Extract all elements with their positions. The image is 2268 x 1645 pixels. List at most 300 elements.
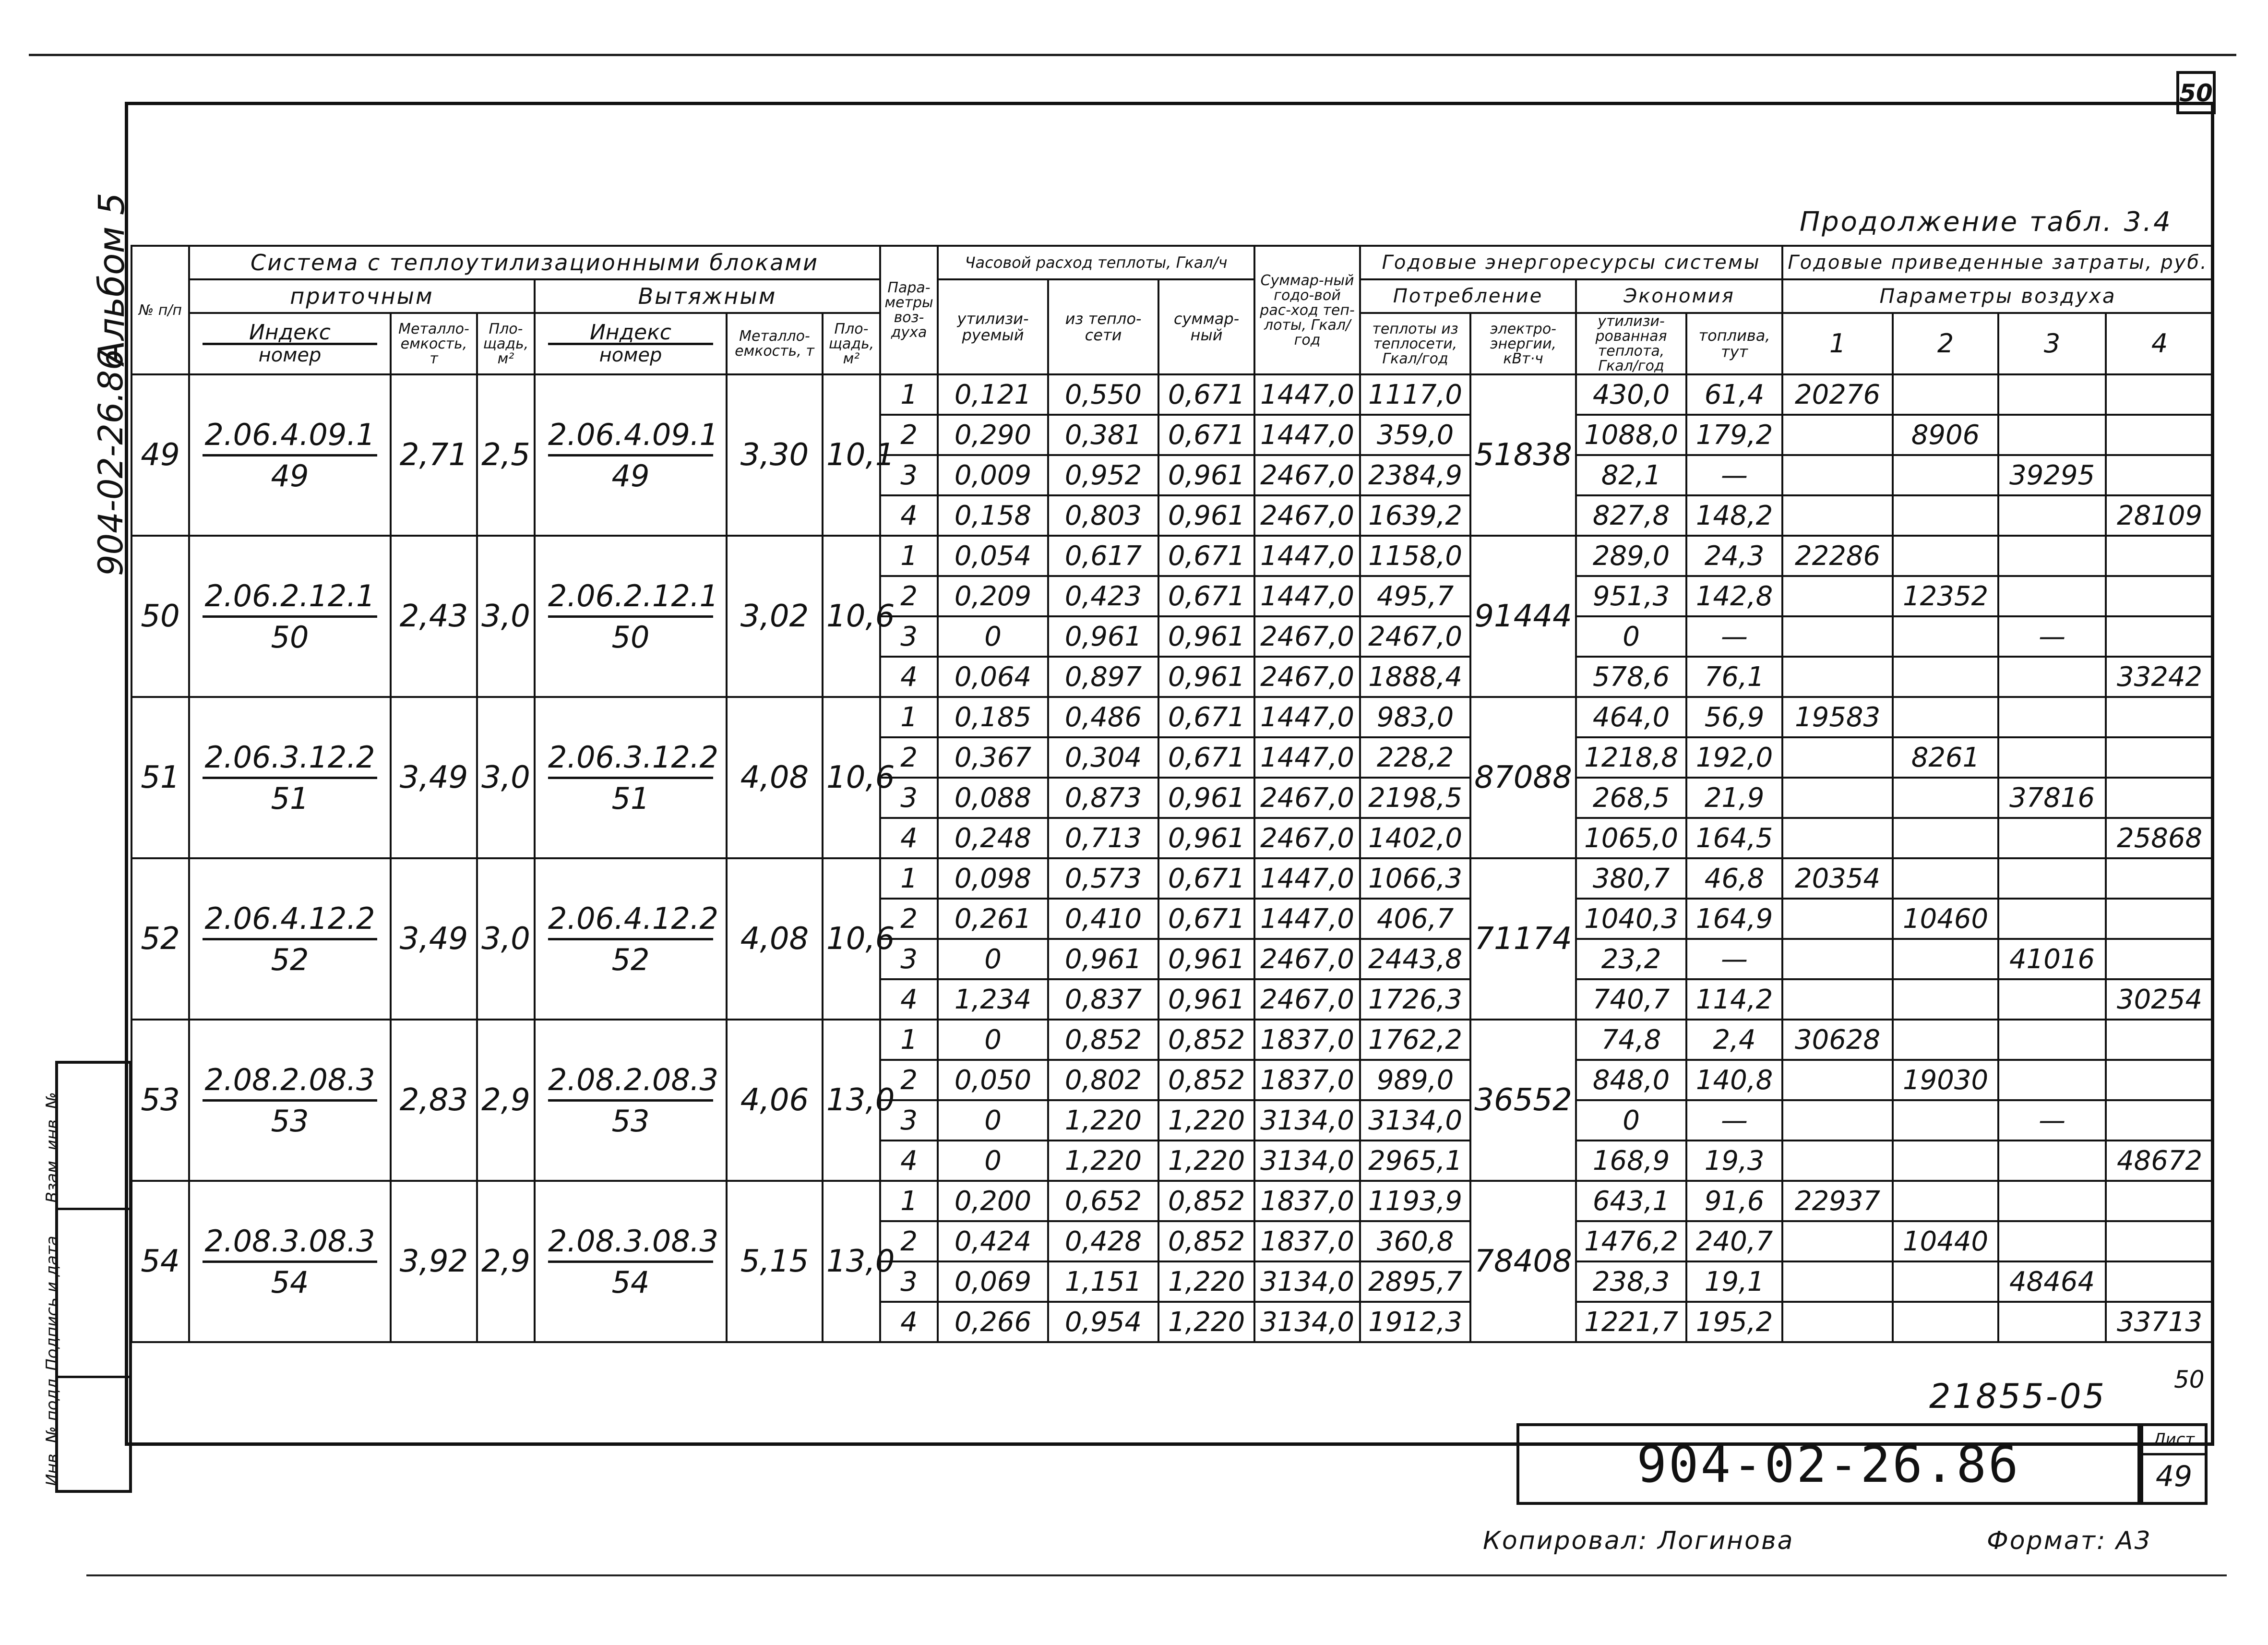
annual-total: 2467,0 xyxy=(1254,455,1360,495)
hourly-utilized: 1,234 xyxy=(938,979,1048,1020)
cost-3 xyxy=(1998,1302,2106,1342)
cost-2 xyxy=(1893,939,1998,979)
hourly-total: 0,961 xyxy=(1158,939,1254,979)
cost-1 xyxy=(1782,939,1893,979)
air-params-group-header: Параметры воздуха xyxy=(1782,279,2213,313)
cost-4 xyxy=(2106,1261,2213,1302)
hourly-from-network: 0,423 xyxy=(1048,576,1158,616)
exhaust-header: Вытяжным xyxy=(535,279,880,313)
cost-2: 12352 xyxy=(1893,576,1998,616)
cost-2 xyxy=(1893,697,1998,737)
supply-index-value: 2.06.4.09.1 xyxy=(203,417,377,456)
hourly-utilized: 0,424 xyxy=(938,1221,1048,1261)
fuel-saving: 56,9 xyxy=(1686,697,1782,737)
air-param: 1 xyxy=(880,1020,938,1060)
format-label: Формат: А3 xyxy=(1987,1526,2152,1555)
title-block: 904-02-26.86 xyxy=(1516,1423,2140,1505)
hourly-from-network: 0,304 xyxy=(1048,737,1158,778)
hourly-from-network: 0,961 xyxy=(1048,616,1158,657)
cost-2 xyxy=(1893,1302,1998,1342)
heat-from-network: 406,7 xyxy=(1360,899,1470,939)
annual-total: 1447,0 xyxy=(1254,858,1360,899)
energy-table xyxy=(131,245,2214,1343)
hourly-total: 1,220 xyxy=(1158,1261,1254,1302)
hourly-total: 1,220 xyxy=(1158,1141,1254,1181)
utilized-heat: 380,7 xyxy=(1576,858,1686,899)
cost-4 xyxy=(2106,415,2213,455)
exhaust-number-value: 53 xyxy=(611,1103,650,1139)
utilized-heat: 289,0 xyxy=(1576,536,1686,576)
cost-2 xyxy=(1893,818,1998,858)
exhaust-area: 13,0 xyxy=(823,1181,880,1342)
cost-2 xyxy=(1893,979,1998,1020)
cost-4 xyxy=(2106,1100,2213,1141)
cost-1 xyxy=(1782,899,1893,939)
copied-by: Копировал: Логинова xyxy=(1483,1526,1794,1555)
cost-2 xyxy=(1893,1261,1998,1302)
annual-total: 1837,0 xyxy=(1254,1221,1360,1261)
annual-total: 1837,0 xyxy=(1254,1060,1360,1100)
hourly-total: 0,671 xyxy=(1158,899,1254,939)
air-param: 4 xyxy=(880,979,938,1020)
hourly-from-network: 0,381 xyxy=(1048,415,1158,455)
cost-3 xyxy=(1998,495,2106,536)
supply-index-value: 2.08.3.08.3 xyxy=(203,1224,377,1263)
fuel-saving: 19,1 xyxy=(1686,1261,1782,1302)
heat-from-network: 2198,5 xyxy=(1360,778,1470,818)
cost-3: — xyxy=(1998,616,2106,657)
cost-3 xyxy=(1998,1221,2106,1261)
air-param: 4 xyxy=(880,495,938,536)
utilized-heat: 0 xyxy=(1576,616,1686,657)
consumption-header: Потребление xyxy=(1360,279,1576,313)
cost-4 xyxy=(2106,899,2213,939)
cost-1 xyxy=(1782,1302,1893,1342)
cost-3 xyxy=(1998,415,2106,455)
utilized-heat: 848,0 xyxy=(1576,1060,1686,1100)
hourly-from-network: 0,802 xyxy=(1048,1060,1158,1100)
air-param: 3 xyxy=(880,778,938,818)
heat-from-network: 2384,9 xyxy=(1360,455,1470,495)
fuel-saving: 148,2 xyxy=(1686,495,1782,536)
cost-4: 33242 xyxy=(2106,657,2213,697)
utilized-heat: 238,3 xyxy=(1576,1261,1686,1302)
air-param: 3 xyxy=(880,1261,938,1302)
fuel-saving: 179,2 xyxy=(1686,415,1782,455)
cost-1 xyxy=(1782,1221,1893,1261)
supply-metal-header: Металло-емкость, т xyxy=(391,313,477,374)
stamp-cell-inv xyxy=(43,1064,129,1210)
costs-header: Годовые приведенные затраты, руб. xyxy=(1782,246,2213,279)
annual-total: 2467,0 xyxy=(1254,778,1360,818)
heat-from-network: 1762,2 xyxy=(1360,1020,1470,1060)
row-number: 51 xyxy=(131,697,189,858)
annual-total: 1447,0 xyxy=(1254,415,1360,455)
fuel-saving: 76,1 xyxy=(1686,657,1782,697)
exhaust-number-value: 52 xyxy=(611,942,650,977)
hourly-utilized: 0,367 xyxy=(938,737,1048,778)
hourly-total: 1,220 xyxy=(1158,1100,1254,1141)
utilized-heat: 1221,7 xyxy=(1576,1302,1686,1342)
doc-code: 21855-05 xyxy=(1929,1377,2107,1416)
side-stamp xyxy=(43,1061,132,1493)
utilized-heat: 951,3 xyxy=(1576,576,1686,616)
air-param: 1 xyxy=(880,374,938,415)
stamp-replace-label: Взам. инв. № xyxy=(43,1092,62,1203)
cost-3 xyxy=(1998,1141,2106,1181)
cost-4: 48672 xyxy=(2106,1141,2213,1181)
cost-4: 33713 xyxy=(2106,1302,2213,1342)
exhaust-index-value: 2.08.2.08.3 xyxy=(548,1062,713,1102)
fuel-saving: — xyxy=(1686,455,1782,495)
hourly-utilized: 0,050 xyxy=(938,1060,1048,1100)
annual-total: 1447,0 xyxy=(1254,374,1360,415)
number-label: номер xyxy=(258,344,322,366)
hourly-from-network: 0,961 xyxy=(1048,939,1158,979)
hourly-utilized: 0,290 xyxy=(938,415,1048,455)
cost-3 xyxy=(1998,1060,2106,1100)
air-param: 1 xyxy=(880,858,938,899)
cost-4 xyxy=(2106,778,2213,818)
hourly-total: 0,961 xyxy=(1158,979,1254,1020)
utilized-heat: 1088,0 xyxy=(1576,415,1686,455)
exhaust-area: 10,6 xyxy=(823,858,880,1020)
hourly-from-network: 0,897 xyxy=(1048,657,1158,697)
utilized-heat: 578,6 xyxy=(1576,657,1686,697)
supply-area: 3,0 xyxy=(477,858,535,1020)
exhaust-metal-header: Металло-емкость, т xyxy=(727,313,823,374)
air-param: 4 xyxy=(880,1141,938,1181)
exhaust-metal: 4,06 xyxy=(727,1020,823,1181)
hourly-total: 0,961 xyxy=(1158,495,1254,536)
fuel-saving: 91,6 xyxy=(1686,1181,1782,1221)
utilized-heat: 1218,8 xyxy=(1576,737,1686,778)
fuel-saving: 142,8 xyxy=(1686,576,1782,616)
cost-col-4-header: 4 xyxy=(2106,313,2213,374)
exhaust-area: 10,1 xyxy=(823,374,880,536)
stamp-original-label: Инв. № подл. xyxy=(43,1373,62,1486)
hourly-total: 0,961 xyxy=(1158,455,1254,495)
heat-from-network: 1639,2 xyxy=(1360,495,1470,536)
heat-from-network: 1117,0 xyxy=(1360,374,1470,415)
supply-number-value: 51 xyxy=(271,780,309,816)
hourly-from-network: 0,652 xyxy=(1048,1181,1158,1221)
cost-2: 8906 xyxy=(1893,415,1998,455)
supply-number-value: 49 xyxy=(271,458,309,493)
continuation-caption: Продолжение табл. 3.4 xyxy=(1800,206,2173,238)
heat-from-network: 2443,8 xyxy=(1360,939,1470,979)
stamp-cell-signature xyxy=(43,1208,129,1378)
supply-number-value: 53 xyxy=(271,1103,309,1139)
hourly-from-network: 0,837 xyxy=(1048,979,1158,1020)
supply-index xyxy=(189,536,391,697)
air-param: 4 xyxy=(880,657,938,697)
hourly-total: 0,961 xyxy=(1158,818,1254,858)
hourly-utilized: 0,261 xyxy=(938,899,1048,939)
annual-total: 1447,0 xyxy=(1254,899,1360,939)
hourly-utilized: 0,185 xyxy=(938,697,1048,737)
system-header: Система с теплоутилизационными блоками xyxy=(189,246,880,279)
supply-area: 2,5 xyxy=(477,374,535,536)
air-param: 2 xyxy=(880,737,938,778)
supply-metal: 3,49 xyxy=(391,858,477,1020)
cost-3 xyxy=(1998,737,2106,778)
utilized-heat: 82,1 xyxy=(1576,455,1686,495)
cost-4: 25868 xyxy=(2106,818,2213,858)
heat-from-network: 1402,0 xyxy=(1360,818,1470,858)
utilized-heat: 643,1 xyxy=(1576,1181,1686,1221)
annual-total-header: Суммар-ный годо-вой рас-ход теп-лоты, Гкал/год xyxy=(1254,246,1360,374)
cost-4 xyxy=(2106,697,2213,737)
heat-from-network: 228,2 xyxy=(1360,737,1470,778)
exhaust-index-value: 2.06.4.09.1 xyxy=(548,417,713,456)
annual-total: 2467,0 xyxy=(1254,657,1360,697)
hourly-from-network: 0,952 xyxy=(1048,455,1158,495)
air-param: 3 xyxy=(880,616,938,657)
air-param: 3 xyxy=(880,455,938,495)
table-body xyxy=(131,374,2213,1342)
cost-3 xyxy=(1998,657,2106,697)
hourly-total: 0,852 xyxy=(1158,1020,1254,1060)
utilized-heat: 268,5 xyxy=(1576,778,1686,818)
fuel-saving: — xyxy=(1686,616,1782,657)
exhaust-metal: 5,15 xyxy=(727,1181,823,1342)
hourly-utilized: 0 xyxy=(938,1020,1048,1060)
heat-from-network: 1912,3 xyxy=(1360,1302,1470,1342)
fuel-saving: 164,9 xyxy=(1686,899,1782,939)
utilized-heat: 740,7 xyxy=(1576,979,1686,1020)
cost-1: 22286 xyxy=(1782,536,1893,576)
electricity-value: 87088 xyxy=(1470,697,1576,858)
fuel-saving: 21,9 xyxy=(1686,778,1782,818)
heat-from-network: 3134,0 xyxy=(1360,1100,1470,1141)
table-row xyxy=(131,1020,2213,1060)
supply-index-value: 2.06.4.12.2 xyxy=(203,901,377,940)
cost-1 xyxy=(1782,818,1893,858)
hourly-total: 0,671 xyxy=(1158,536,1254,576)
exhaust-number-value: 51 xyxy=(611,780,650,816)
hourly-total: 0,671 xyxy=(1158,858,1254,899)
hourly-from-network: 1,220 xyxy=(1048,1100,1158,1141)
supply-metal: 2,83 xyxy=(391,1020,477,1181)
cost-4 xyxy=(2106,616,2213,657)
cost-3 xyxy=(1998,818,2106,858)
annual-total: 1837,0 xyxy=(1254,1181,1360,1221)
annual-total: 3134,0 xyxy=(1254,1261,1360,1302)
table-row xyxy=(131,697,2213,737)
cost-1 xyxy=(1782,737,1893,778)
annual-total: 2467,0 xyxy=(1254,939,1360,979)
sheet-number: 50 xyxy=(2176,71,2216,114)
exhaust-index-value: 2.06.2.12.1 xyxy=(548,578,713,618)
fuel-saving: 192,0 xyxy=(1686,737,1782,778)
hourly-utilized: 0,200 xyxy=(938,1181,1048,1221)
hourly-total: 0,961 xyxy=(1158,778,1254,818)
exhaust-area-header: Пло-щадь, м² xyxy=(823,313,880,374)
air-param: 3 xyxy=(880,939,938,979)
cost-1 xyxy=(1782,778,1893,818)
cost-1: 22937 xyxy=(1782,1181,1893,1221)
cost-col-1-header: 1 xyxy=(1782,313,1893,374)
hourly-utilized: 0,069 xyxy=(938,1261,1048,1302)
hourly-from-network: 0,852 xyxy=(1048,1020,1158,1060)
hourly-utilized: 0,266 xyxy=(938,1302,1048,1342)
heat-from-network: 1158,0 xyxy=(1360,536,1470,576)
hourly-from-network: 0,428 xyxy=(1048,1221,1158,1261)
cost-3 xyxy=(1998,1181,2106,1221)
cost-3 xyxy=(1998,697,2106,737)
fuel-saving: 61,4 xyxy=(1686,374,1782,415)
cost-4 xyxy=(2106,1181,2213,1221)
number-label: номер xyxy=(599,344,662,366)
heat-from-network: 1888,4 xyxy=(1360,657,1470,697)
bottom-trim-line xyxy=(86,1574,2227,1576)
cost-4: 30254 xyxy=(2106,979,2213,1020)
heat-from-network: 359,0 xyxy=(1360,415,1470,455)
exhaust-index xyxy=(535,1181,727,1342)
heat-from-network: 2467,0 xyxy=(1360,616,1470,657)
annual-total: 2467,0 xyxy=(1254,818,1360,858)
cost-1: 20354 xyxy=(1782,858,1893,899)
exhaust-index-value: 2.06.3.12.2 xyxy=(548,740,713,779)
hourly-utilized: 0,158 xyxy=(938,495,1048,536)
air-param: 4 xyxy=(880,818,938,858)
cost-4 xyxy=(2106,455,2213,495)
exhaust-index xyxy=(535,697,727,858)
hourly-utilized: 0 xyxy=(938,1100,1048,1141)
cost-3 xyxy=(1998,899,2106,939)
hourly-total: 0,961 xyxy=(1158,616,1254,657)
exhaust-metal: 3,02 xyxy=(727,536,823,697)
annual-total: 3134,0 xyxy=(1254,1100,1360,1141)
hourly-total: 0,852 xyxy=(1158,1181,1254,1221)
supply-index xyxy=(189,1181,391,1342)
stamp-cell-original xyxy=(43,1373,129,1491)
annual-total: 1837,0 xyxy=(1254,1020,1360,1060)
side-code-label: 904-02-26.86 xyxy=(91,348,131,576)
annual-total: 1447,0 xyxy=(1254,536,1360,576)
utilized-heat: 1040,3 xyxy=(1576,899,1686,939)
annual-total: 3134,0 xyxy=(1254,1302,1360,1342)
heat-from-network: 1066,3 xyxy=(1360,858,1470,899)
electricity-value: 78408 xyxy=(1470,1181,1576,1342)
hourly-total: 0,671 xyxy=(1158,697,1254,737)
cost-3: — xyxy=(1998,1100,2106,1141)
cost-3 xyxy=(1998,979,2106,1020)
supply-metal: 2,43 xyxy=(391,536,477,697)
list-box xyxy=(2140,1423,2208,1505)
cost-2 xyxy=(1893,495,1998,536)
cost-col-3-header: 3 xyxy=(1998,313,2106,374)
exhaust-index-value: 2.08.3.08.3 xyxy=(548,1224,713,1263)
supply-area: 3,0 xyxy=(477,697,535,858)
hourly-utilized: 0,209 xyxy=(938,576,1048,616)
exhaust-index-value: 2.06.4.12.2 xyxy=(548,901,713,940)
air-param-header: Пара-метры воз-духа xyxy=(880,246,938,374)
heat-from-network: 1193,9 xyxy=(1360,1181,1470,1221)
heat-from-network: 2895,7 xyxy=(1360,1261,1470,1302)
cost-3 xyxy=(1998,858,2106,899)
exhaust-number-value: 54 xyxy=(611,1264,650,1300)
supply-index-value: 2.06.2.12.1 xyxy=(203,578,377,618)
cost-2: 19030 xyxy=(1893,1060,1998,1100)
supply-index xyxy=(189,697,391,858)
hourly-from-network: 0,713 xyxy=(1048,818,1158,858)
cost-1 xyxy=(1782,1060,1893,1100)
cost-1 xyxy=(1782,979,1893,1020)
hourly-utilized: 0,088 xyxy=(938,778,1048,818)
supply-index xyxy=(189,374,391,536)
cost-1 xyxy=(1782,455,1893,495)
fuel-saving: 140,8 xyxy=(1686,1060,1782,1100)
electricity-value: 91444 xyxy=(1470,536,1576,697)
supply-number-value: 50 xyxy=(271,619,309,655)
cost-4 xyxy=(2106,576,2213,616)
cost-4 xyxy=(2106,939,2213,979)
heat-from-network: 495,7 xyxy=(1360,576,1470,616)
list-label: Лист xyxy=(2143,1426,2205,1455)
hourly-from-network: 0,873 xyxy=(1048,778,1158,818)
annual-total: 3134,0 xyxy=(1254,1141,1360,1181)
hourly-utilized: 0,098 xyxy=(938,858,1048,899)
cost-4 xyxy=(2106,1221,2213,1261)
electricity-value: 71174 xyxy=(1470,858,1576,1020)
exhaust-metal: 4,08 xyxy=(727,697,823,858)
exhaust-area: 10,6 xyxy=(823,536,880,697)
exhaust-index xyxy=(535,1020,727,1181)
utilized-heat: 23,2 xyxy=(1576,939,1686,979)
cost-2 xyxy=(1893,1100,1998,1141)
cost-4: 28109 xyxy=(2106,495,2213,536)
cost-2: 10460 xyxy=(1893,899,1998,939)
cost-1 xyxy=(1782,1141,1893,1181)
exhaust-number-value: 49 xyxy=(611,458,650,493)
fuel-saving: 2,4 xyxy=(1686,1020,1782,1060)
hourly-total: 0,671 xyxy=(1158,374,1254,415)
utilized-heat: 464,0 xyxy=(1576,697,1686,737)
annual-total: 2467,0 xyxy=(1254,616,1360,657)
utilized-heat: 0 xyxy=(1576,1100,1686,1141)
air-param: 1 xyxy=(880,697,938,737)
economy-header: Экономия xyxy=(1576,279,1782,313)
annual-energy-header: Годовые энергоресурсы системы xyxy=(1360,246,1782,279)
index-label: Индекс xyxy=(203,324,377,345)
hourly-from-network: 0,617 xyxy=(1048,536,1158,576)
cost-1 xyxy=(1782,1100,1893,1141)
hourly-utilized: 0,121 xyxy=(938,374,1048,415)
heat-from-network: 983,0 xyxy=(1360,697,1470,737)
hourly-total: 0,671 xyxy=(1158,415,1254,455)
cost-2 xyxy=(1893,657,1998,697)
cost-1 xyxy=(1782,1261,1893,1302)
hourly-total: 0,852 xyxy=(1158,1221,1254,1261)
fuel-saving: 46,8 xyxy=(1686,858,1782,899)
air-param: 2 xyxy=(880,576,938,616)
fuel-saving: 240,7 xyxy=(1686,1221,1782,1261)
hourly-from-network: 0,410 xyxy=(1048,899,1158,939)
supply-area: 2,9 xyxy=(477,1181,535,1342)
utilized-heat: 1065,0 xyxy=(1576,818,1686,858)
supply-area: 2,9 xyxy=(477,1020,535,1181)
table-row xyxy=(131,1181,2213,1221)
row-number: 50 xyxy=(131,536,189,697)
fuel-saving: 19,3 xyxy=(1686,1141,1782,1181)
hourly-utilized: 0,064 xyxy=(938,657,1048,697)
cost-3 xyxy=(1998,536,2106,576)
supply-index xyxy=(189,1020,391,1181)
hourly-utilized: 0,248 xyxy=(938,818,1048,858)
fuel-saving: 114,2 xyxy=(1686,979,1782,1020)
